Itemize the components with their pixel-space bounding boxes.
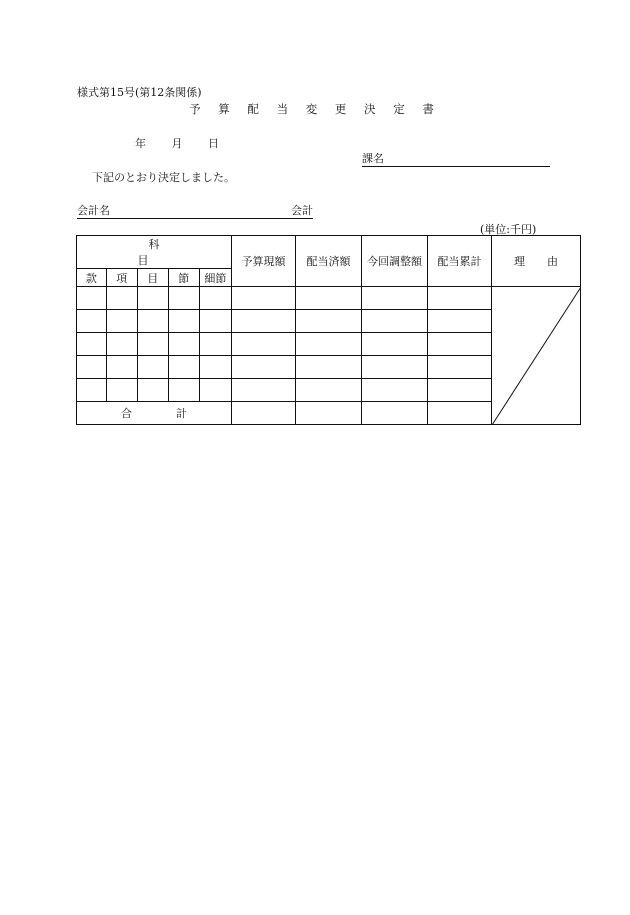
table-cell [428,333,492,356]
table-cell [232,356,296,379]
subhead-setsu: 節 [168,269,199,287]
table-cell [137,310,168,333]
table-cell [77,310,107,333]
subhead-saisetsu: 細節 [199,269,231,287]
total-cell [428,402,492,425]
table-cell [77,333,107,356]
table-cell [232,310,296,333]
table-cell [428,356,492,379]
table-cell [362,379,428,402]
col-allocated: 配当済額 [296,236,362,287]
col-budget-current: 予算現額 [232,236,296,287]
table-cell [296,379,362,402]
form-number: 様式第15号(第12条関係) [77,86,202,99]
table-cell [362,356,428,379]
intro-text: 下記のとおり決定しました。 [92,171,235,184]
table-cell [199,356,231,379]
subject-header: 科 目 [77,236,232,269]
table-cell [77,287,107,310]
subhead-kou: 項 [106,269,137,287]
table-cell [199,379,231,402]
table-cell [77,356,107,379]
table-body [77,236,581,425]
table-cell [296,356,362,379]
table-cell [106,333,137,356]
table-cell [106,379,137,402]
department-field [362,151,550,167]
total-cell [296,402,362,425]
subhead-kan: 款 [77,269,107,287]
table-cell [232,333,296,356]
document-title: 予 算 配 当 変 更 決 定 書 [189,102,441,116]
table-cell [106,356,137,379]
department-label: 課名 [362,152,384,165]
table-cell [168,379,199,402]
table-cell [199,287,231,310]
subhead-moku: 目 [137,269,168,287]
total-label: 合 計 [77,402,232,425]
table-cell [232,287,296,310]
account-suffix: 会計 [291,204,313,217]
table-cell [137,379,168,402]
table-cell [428,310,492,333]
date-year: 年 [135,137,146,150]
col-reason: 理 由 [492,236,581,287]
table-cell [428,287,492,310]
table-cell [137,356,168,379]
table-cell [296,287,362,310]
table-cell [296,333,362,356]
reason-cell [492,287,581,425]
table-row [77,287,581,310]
table-cell [77,379,107,402]
table-cell [232,379,296,402]
diagonal-line [492,287,581,425]
date-row [135,135,241,151]
table-cell [362,287,428,310]
unit-label: (単位:千円) [480,223,537,236]
table-cell [199,310,231,333]
date-month: 月 [171,137,183,150]
table-cell [428,379,492,402]
table-cell [362,310,428,333]
col-cumulative: 配当累計 [428,236,492,287]
total-cell [362,402,428,425]
col-adjustment: 今回調整額 [362,236,428,287]
table-cell [106,310,137,333]
reason-diagonal [492,287,581,425]
table-cell [106,287,137,310]
table-cell [168,356,199,379]
total-cell [232,402,296,425]
table-cell [296,310,362,333]
table-cell [168,287,199,310]
date-day: 日 [208,137,219,150]
budget-table [76,235,581,425]
header-row [77,236,581,269]
table-cell [168,333,199,356]
account-label: 会計名 [77,204,110,217]
table-cell [137,287,168,310]
table-cell [168,310,199,333]
table-cell [362,333,428,356]
table-cell [137,333,168,356]
table-cell [199,333,231,356]
account-field [77,203,313,219]
